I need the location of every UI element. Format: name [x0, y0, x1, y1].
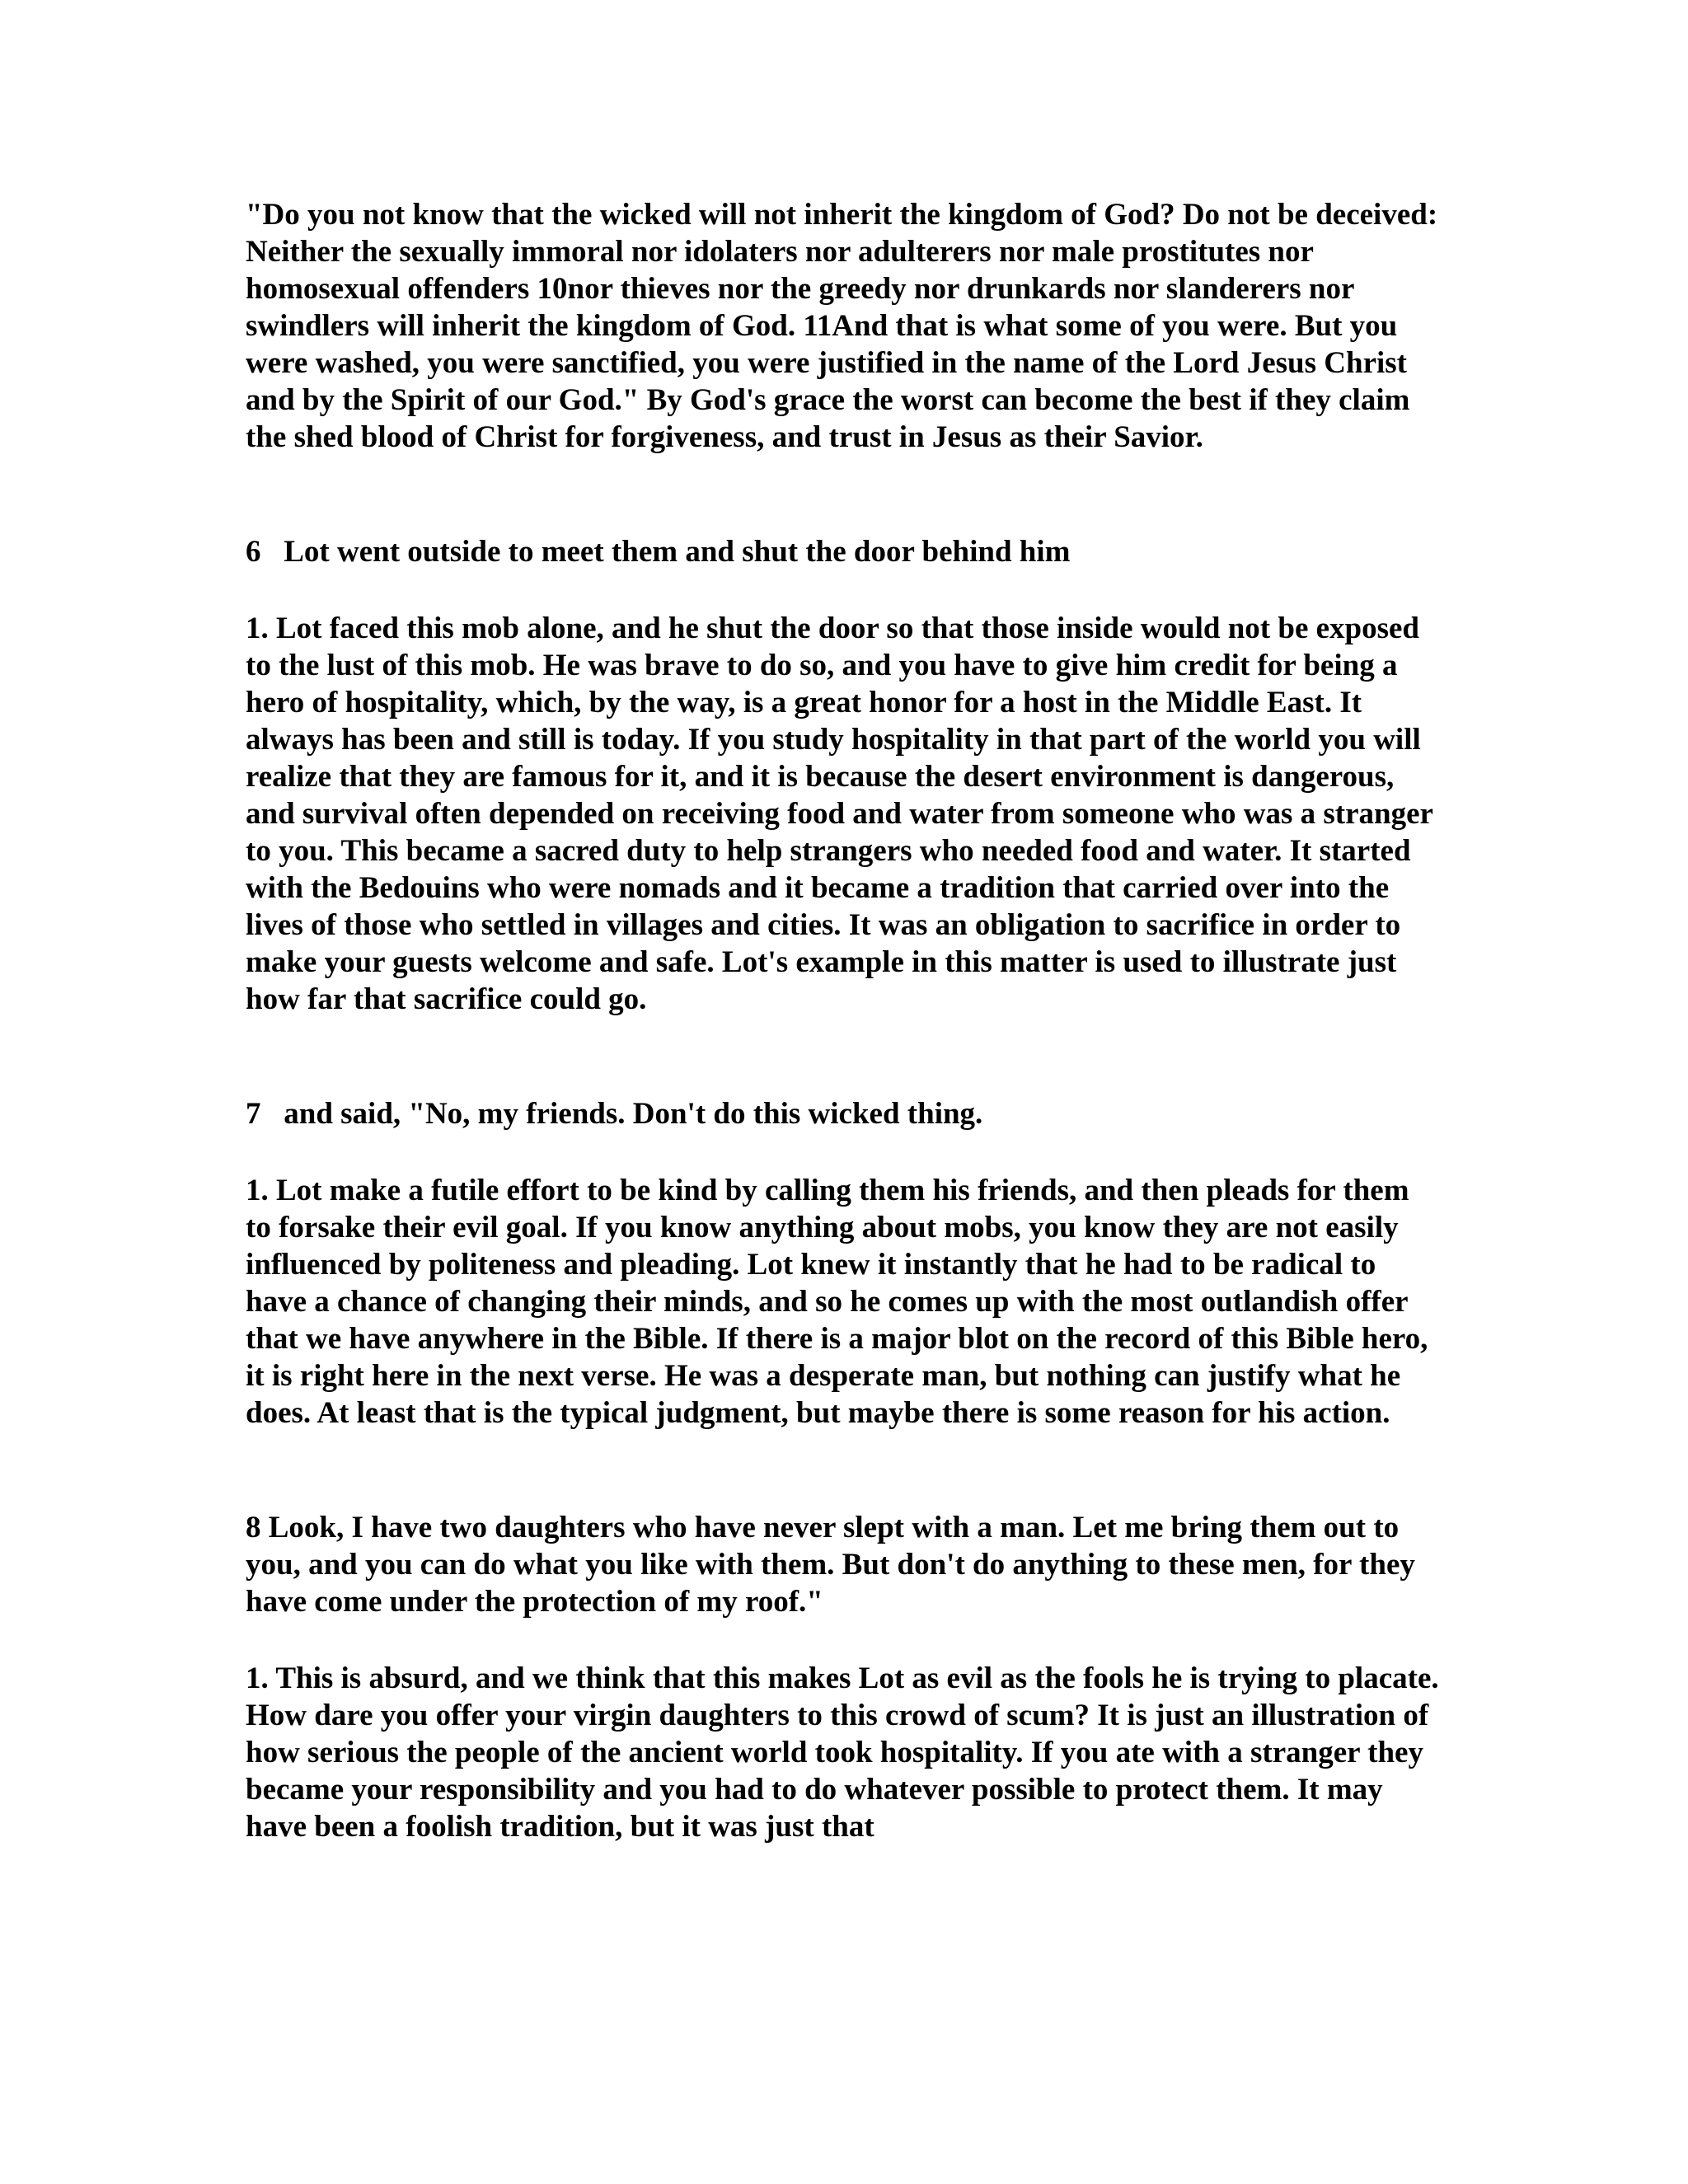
spacer — [246, 1620, 1441, 1660]
document-page — [246, 196, 1441, 1845]
paragraph-verse-8-commentary: 1. This is absurd, and we think that this makes Lot as evil as the fools he is trying to placate. How dare you offer your virgin daughters to this crowd of scum? It is just an illustration of how serious the people of the ancient world took hospitality. If you ate with a stranger they became your responsibility and you had to do whatever possible to protect them. It may have been a foolish tradition, but it was just that — [246, 1661, 1439, 1844]
verse-6-heading: 6 Lot went outside to meet them and shut the door behind him — [246, 535, 1071, 569]
verse-8-heading: 8 Look, I have two daughters who have never slept with a man. Let me bring them out to you, and you can do what you like with them. But don't do anything to these men, for they have come under the protection of my roof." — [246, 1511, 1415, 1619]
spacer — [246, 1132, 1441, 1172]
spacer — [246, 1018, 1441, 1095]
paragraph-verse-6-commentary: 1. Lot faced this mob alone, and he shut the door so that those inside would not be exposed to the lust of this mob. He was brave to do so, and you have to give him credit for being a hero of hospitality, which, by the way, is a great honor for a host in the Middle East. It always has been and still is today. If you study hospitality in that part of the world you will realize that they are famous for it, and it is because the desert environment is dangerous, and survival often depended on receiving food and water from someone who was a stranger to you. This became a sacred duty to help strangers who needed food and water. It started with the Bedouins who were nomads and it became a tradition that carried over into the lives of those who settled in villages and cities. It was an obligation to sacrifice in order to make your guests welcome and safe. Lot's example in this matter is used to illustrate just how far that sacrifice could go. — [246, 612, 1433, 1016]
verse-7-heading: 7 and said, "No, my friends. Don't do this wicked thing. — [246, 1097, 983, 1131]
paragraph-corinthians-quote: "Do you not know that the wicked will not inherit the kingdom of God? Do not be deceived: Neither the sexually immoral nor idolaters nor adulterers nor male prostitutes nor homosexual offenders 10nor thieves nor the greedy nor drunkards nor slanderers nor swindlers will inherit the kingdom of God. 11And that is what some of you were. But you were washed, you were sanctified, you were justified in the name of the Lord Jesus Christ and by the Spirit of our God." By God's grace the worst can become the best if they claim the shed blood of Christ for forgiveness, and trust in Jesus as their Savior. — [246, 198, 1438, 454]
spacer — [246, 456, 1441, 533]
paragraph-verse-7-commentary: 1. Lot make a futile effort to be kind by calling them his friends, and then pleads for them to forsake their evil goal. If you know anything about mobs, you know they are not easily influenced by politeness and pleading. Lot knew it instantly that he had to be radical to have a chance of changing their minds, and so he comes up with the most outlandish offer that we have anywhere in the Bible. If there is a major blot on the record of this Bible hero, it is right here in the next verse. He was a desperate man, but nothing can justify what he does. At least that is the typical judgment, but maybe there is some reason for his action. — [246, 1174, 1428, 1430]
spacer — [246, 570, 1441, 610]
spacer — [246, 1432, 1441, 1509]
